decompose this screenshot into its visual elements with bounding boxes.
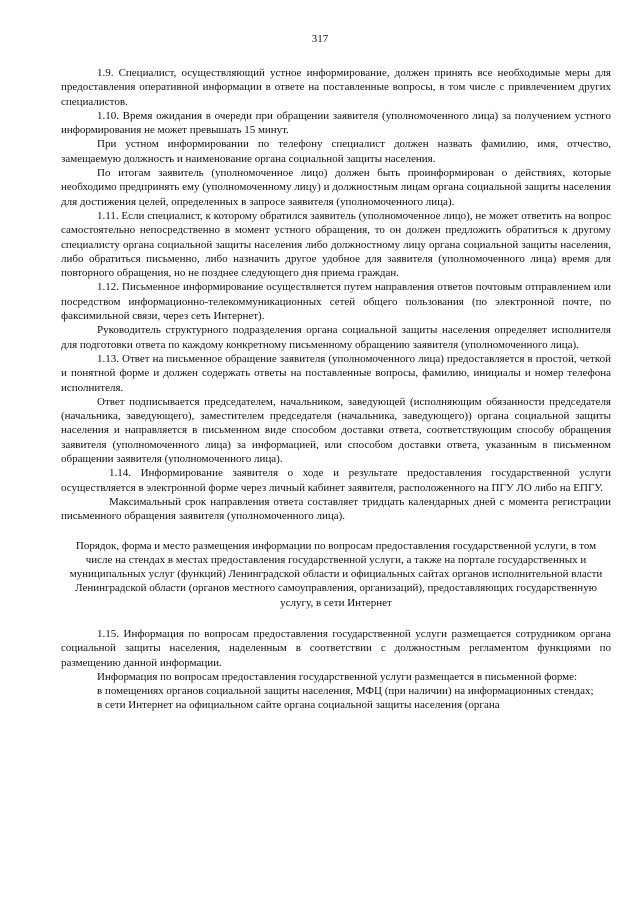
paragraph-internet-site: в сети Интернет на официальном сайте органа социальной защиты населения (органа <box>97 699 500 712</box>
paragraph-phone-info: При устном информировании по телефону специалист должен назвать фамилию, имя, отчество, замещаемую должность и наименование органа социальной защиты населения. <box>61 138 611 165</box>
paragraph-1-12: 1.12. Письменное информирование осуществляется путем направления ответов почтовым отправлением или посредством информационно-телекоммуникационных сетей общего пользования (по электронной почте, по факсимильной связи, через сеть Интернет). <box>61 281 611 323</box>
paragraph-max-term: Максимальный срок направления ответа составляет тридцать календарных дней с момента регистрации письменного обращения заявителя (уполномоченного лица). <box>61 495 611 523</box>
paragraph-1-13: 1.13. Ответ на письменное обращение заявителя (уполномоченного лица) предоставляется в простой, четкой и понятной форме и должен содержать ответы на поставленные вопросы, фамилию, инициалы и номер телефона исполнителя. <box>61 352 611 394</box>
paragraph-1-15: 1.15. Информация по вопросам предоставления государственной услуги размещается сотрудником органа социальной защиты населения, наделенным в соответствии с должностным регламентом функциями по размещению данной информации. <box>61 627 611 669</box>
paragraph-1-10: 1.10. Время ожидания в очереди при обращении заявителя (уполномоченного лица) за получением устного информирования не может превышать 15 минут. <box>61 109 611 137</box>
section-heading: Порядок, форма и место размещения информации по вопросам предоставления государственной услуги, в том числе на стендах в местах предоставления государственной услуги, а также на портале государственных и муниципальных услуг (функций) Ленинградской области и официальных сайтах органов исполнительной власти Ленинградской области (органов местного самоуправления, организаций), предоставляющих государственную услугу, в сети Интернет <box>69 539 603 609</box>
paragraph-written-form: Информация по вопросам предоставления государственной услуги размещается в письменной форме: <box>97 670 578 683</box>
paragraph-1-9: 1.9. Специалист, осуществляющий устное информирование, должен принять все необходимые меры для предоставления оперативной информации в ответе на поставленные вопросы, в том числе с привлечением других специалистов. <box>61 67 611 108</box>
paragraph-1-14: 1.14. Информирование заявителя о ходе и результате предоставления государственной услуги осуществляется в электронной форме через личный кабинет заявителя, расположенного на ПГУ ЛО либо на ЕПГУ. <box>61 467 611 494</box>
document-body <box>61 66 611 713</box>
paragraph-head-of-unit: Руководитель структурного подразделения органа социальной защиты населения определяет исполнителя для подготовки ответа по каждому конкретному письменному обращению заявителя (уполномоченного лица). <box>61 324 611 351</box>
paragraph-results: По итогам заявитель (уполномоченное лицо) должен быть проинформирован о действиях, которые необходимо предпринять ему (уполномоченному лицу) и должностным лицам органа социальной защиты населения для достижения целей, определенных в запросе заявителя (уполномоченного лица). <box>61 167 611 208</box>
paragraph-1-11: 1.11. Если специалист, к которому обратился заявитель (уполномоченное лицо), не может ответить на вопрос самостоятельно непосредственно в момент устного обращения, то он должен предложить обратиться к другому специалисту органа социальной защиты населения либо должностному лицу органа социальной защиты населения, либо обратиться письменно, либо назначить другое удобное для заявителя (уполномоченного лица) время для повторного обращения, но не позднее следующего дня приема граждан. <box>61 209 611 280</box>
paragraph-answer-signing: Ответ подписывается председателем, начальником, заведующей (исполняющим обязанности председателя (начальника, заведующего), заместителем председателя (начальника, заведующего)) органа социальной защиты населения и направляется в письменном виде способом доставки ответа, соответствующим способу обращения заявителя (уполномоченного лица) за информацией, или способом доставки ответа, указанным в письменном обращении заявителя (уполномоченного лица). <box>61 395 611 466</box>
paragraph-info-stands: в помещениях органов социальной защиты населения, МФЦ (при наличии) на информационных стендах; <box>97 685 594 698</box>
page-number: 317 <box>311 33 329 45</box>
